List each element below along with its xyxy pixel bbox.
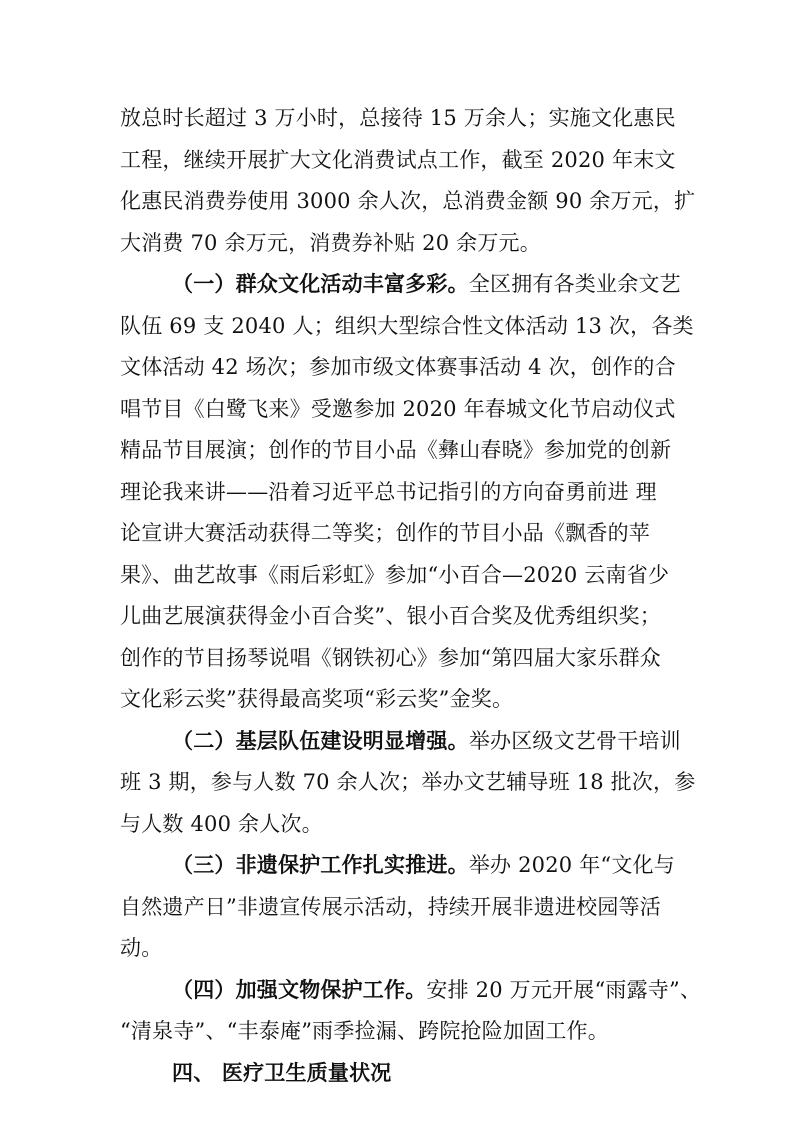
section-four-heading: （四）加强文物保护工作。 bbox=[172, 976, 427, 1002]
section-four-first-line bbox=[172, 975, 701, 1005]
paragraph-line: 动。 bbox=[120, 936, 163, 960]
paragraph-line: 化惠民消费券使用 3000 余人次，总消费金额 90 余万元，扩 bbox=[120, 189, 696, 213]
paragraph-line: 理论我来讲——沿着习近平总书记指引的方向奋勇前进 理 bbox=[120, 479, 657, 504]
paragraph-line: 精品节目展演；创作的节目小品《彝山春晓》参加党的创新 bbox=[120, 438, 672, 462]
section-three-text: 举办 2020 年“文化与 bbox=[468, 853, 675, 877]
paragraph-line: 队伍 69 支 2040 人；组织大型综合性文体活动 13 次，各类 bbox=[120, 313, 694, 338]
paragraph-line: 大消费 70 余万元，消费券补贴 20 余万元。 bbox=[120, 230, 541, 255]
section-two-first-line bbox=[172, 726, 681, 756]
paragraph-line: 文体活动 42 场次；参加市级文体赛事活动 4 次，创作的合 bbox=[120, 355, 676, 379]
paragraph-line: 儿曲艺展演获得金小百合奖”、银小百合奖及优秀组织奖； bbox=[120, 604, 661, 628]
paragraph-line: 工程，继续开展扩大文化消费试点工作，截至 2020 年末文 bbox=[120, 147, 676, 172]
section-four-text: 安排 20 万元开展“雨露寺”、 bbox=[426, 977, 702, 1002]
section-two-text: 举办区级文艺骨干培训 bbox=[468, 728, 681, 753]
section-three-heading: （三）非遗保护工作扎实推进。 bbox=[172, 852, 469, 877]
section-four-title: 四、 医疗卫生质量状况 bbox=[172, 1059, 392, 1085]
paragraph-line: 论宣讲大赛活动获得二等奖；创作的节目小品《飘香的苹 bbox=[120, 521, 650, 545]
paragraph-line: 唱节目《白鹭飞来》受邀参加 2020 年春城文化节启动仪式 bbox=[120, 396, 676, 421]
section-one-heading: （一）群众文化活动丰富多彩。 bbox=[172, 271, 469, 296]
section-three-first-line bbox=[172, 850, 675, 880]
paragraph-line: 果》、曲艺故事《雨后彩虹》参加“小百合—2020 云南省少 bbox=[120, 562, 670, 587]
paragraph-line: 自然遗产日”非遗宣传展示活动，持续开展非遗进校园等活 bbox=[120, 894, 661, 919]
paragraph-line: 班 3 期，参与人数 70 余人次；举办文艺辅导班 18 批次，参 bbox=[120, 770, 696, 794]
section-two-heading: （二）基层队伍建设明显增强。 bbox=[172, 727, 469, 753]
paragraph-line: 创作的节目扬琴说唱《钢铁初心》参加“第四届大家乐群众 bbox=[120, 645, 661, 670]
paragraph-line: 放总时长超过 3 万小时，总接待 15 万余人；实施文化惠民 bbox=[120, 106, 676, 130]
section-one-first-line bbox=[172, 269, 681, 299]
paragraph-line: 文化彩云奖”获得最高奖项“彩云奖”金奖。 bbox=[120, 687, 514, 711]
section-one-text: 全区拥有各类业余文艺 bbox=[468, 272, 681, 296]
paragraph-line: “清泉寺”、“丰泰庵”雨季捡漏、跨院抢险加固工作。 bbox=[120, 1019, 609, 1043]
paragraph-line: 与人数 400 余人次。 bbox=[120, 811, 323, 836]
